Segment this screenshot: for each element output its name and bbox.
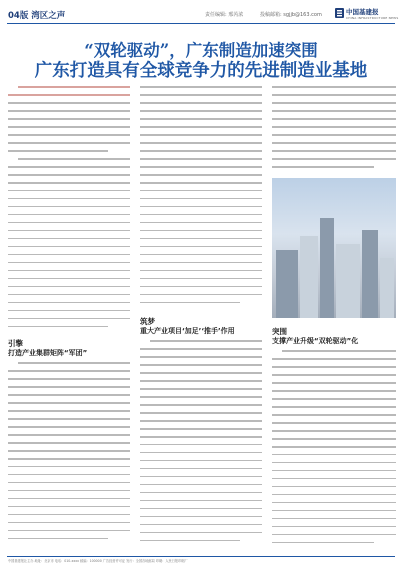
footer-imprint: 中国基建报社主办 地址：北京市 电话：010-xxxx 邮编：100000 广告经营许可证 发行：全国各地邮局 印刷：人民日报印刷厂 xyxy=(8,559,188,563)
column-3-text-bottom xyxy=(272,350,396,550)
header-rule xyxy=(7,23,395,24)
page-header xyxy=(0,0,402,26)
newspaper-logo xyxy=(335,6,397,22)
column-1 xyxy=(8,86,130,552)
logo-text: 中国基建报 xyxy=(346,8,379,16)
section-subheading-breakthrough: 支撑产业升级“双轮驱动”化 xyxy=(272,337,359,345)
page-number: 04版 湾区之声 xyxy=(8,11,66,21)
section-heading-breakthrough: 突围 xyxy=(272,327,287,336)
logo-subtext: CHINA INFRASTRUCTURE NEWS xyxy=(346,16,399,20)
submission-email: 投稿邮箱: sgjjb@163.com xyxy=(260,12,322,18)
column-3 xyxy=(272,86,396,552)
column-3-text-top xyxy=(272,86,396,174)
section-heading-engine: 引擎 xyxy=(8,339,23,348)
logo-icon xyxy=(335,8,344,18)
column-1-text-bottom xyxy=(8,362,130,546)
headline-line-2: 广东打造具有全球竞争力的先进制造业基地 xyxy=(34,61,368,81)
column-2-text-top xyxy=(140,86,262,310)
column-1-text-top xyxy=(8,86,130,334)
section-heading-dream: 筑梦 xyxy=(140,317,155,326)
column-2-text-bottom xyxy=(140,340,262,548)
footer-rule xyxy=(7,556,395,557)
editor-credit: 责任编辑: 邢芮浓 xyxy=(205,12,244,18)
factory-photo xyxy=(272,178,396,318)
section-subheading-dream: 重大产业项目‘加足’‘推手’作用 xyxy=(140,327,235,335)
section-subheading-engine: 打造产业集群矩阵“军团” xyxy=(8,349,88,357)
column-2 xyxy=(140,86,262,552)
headline-line-1: “双轮驱动”，广东制造加速突围 xyxy=(84,41,318,60)
